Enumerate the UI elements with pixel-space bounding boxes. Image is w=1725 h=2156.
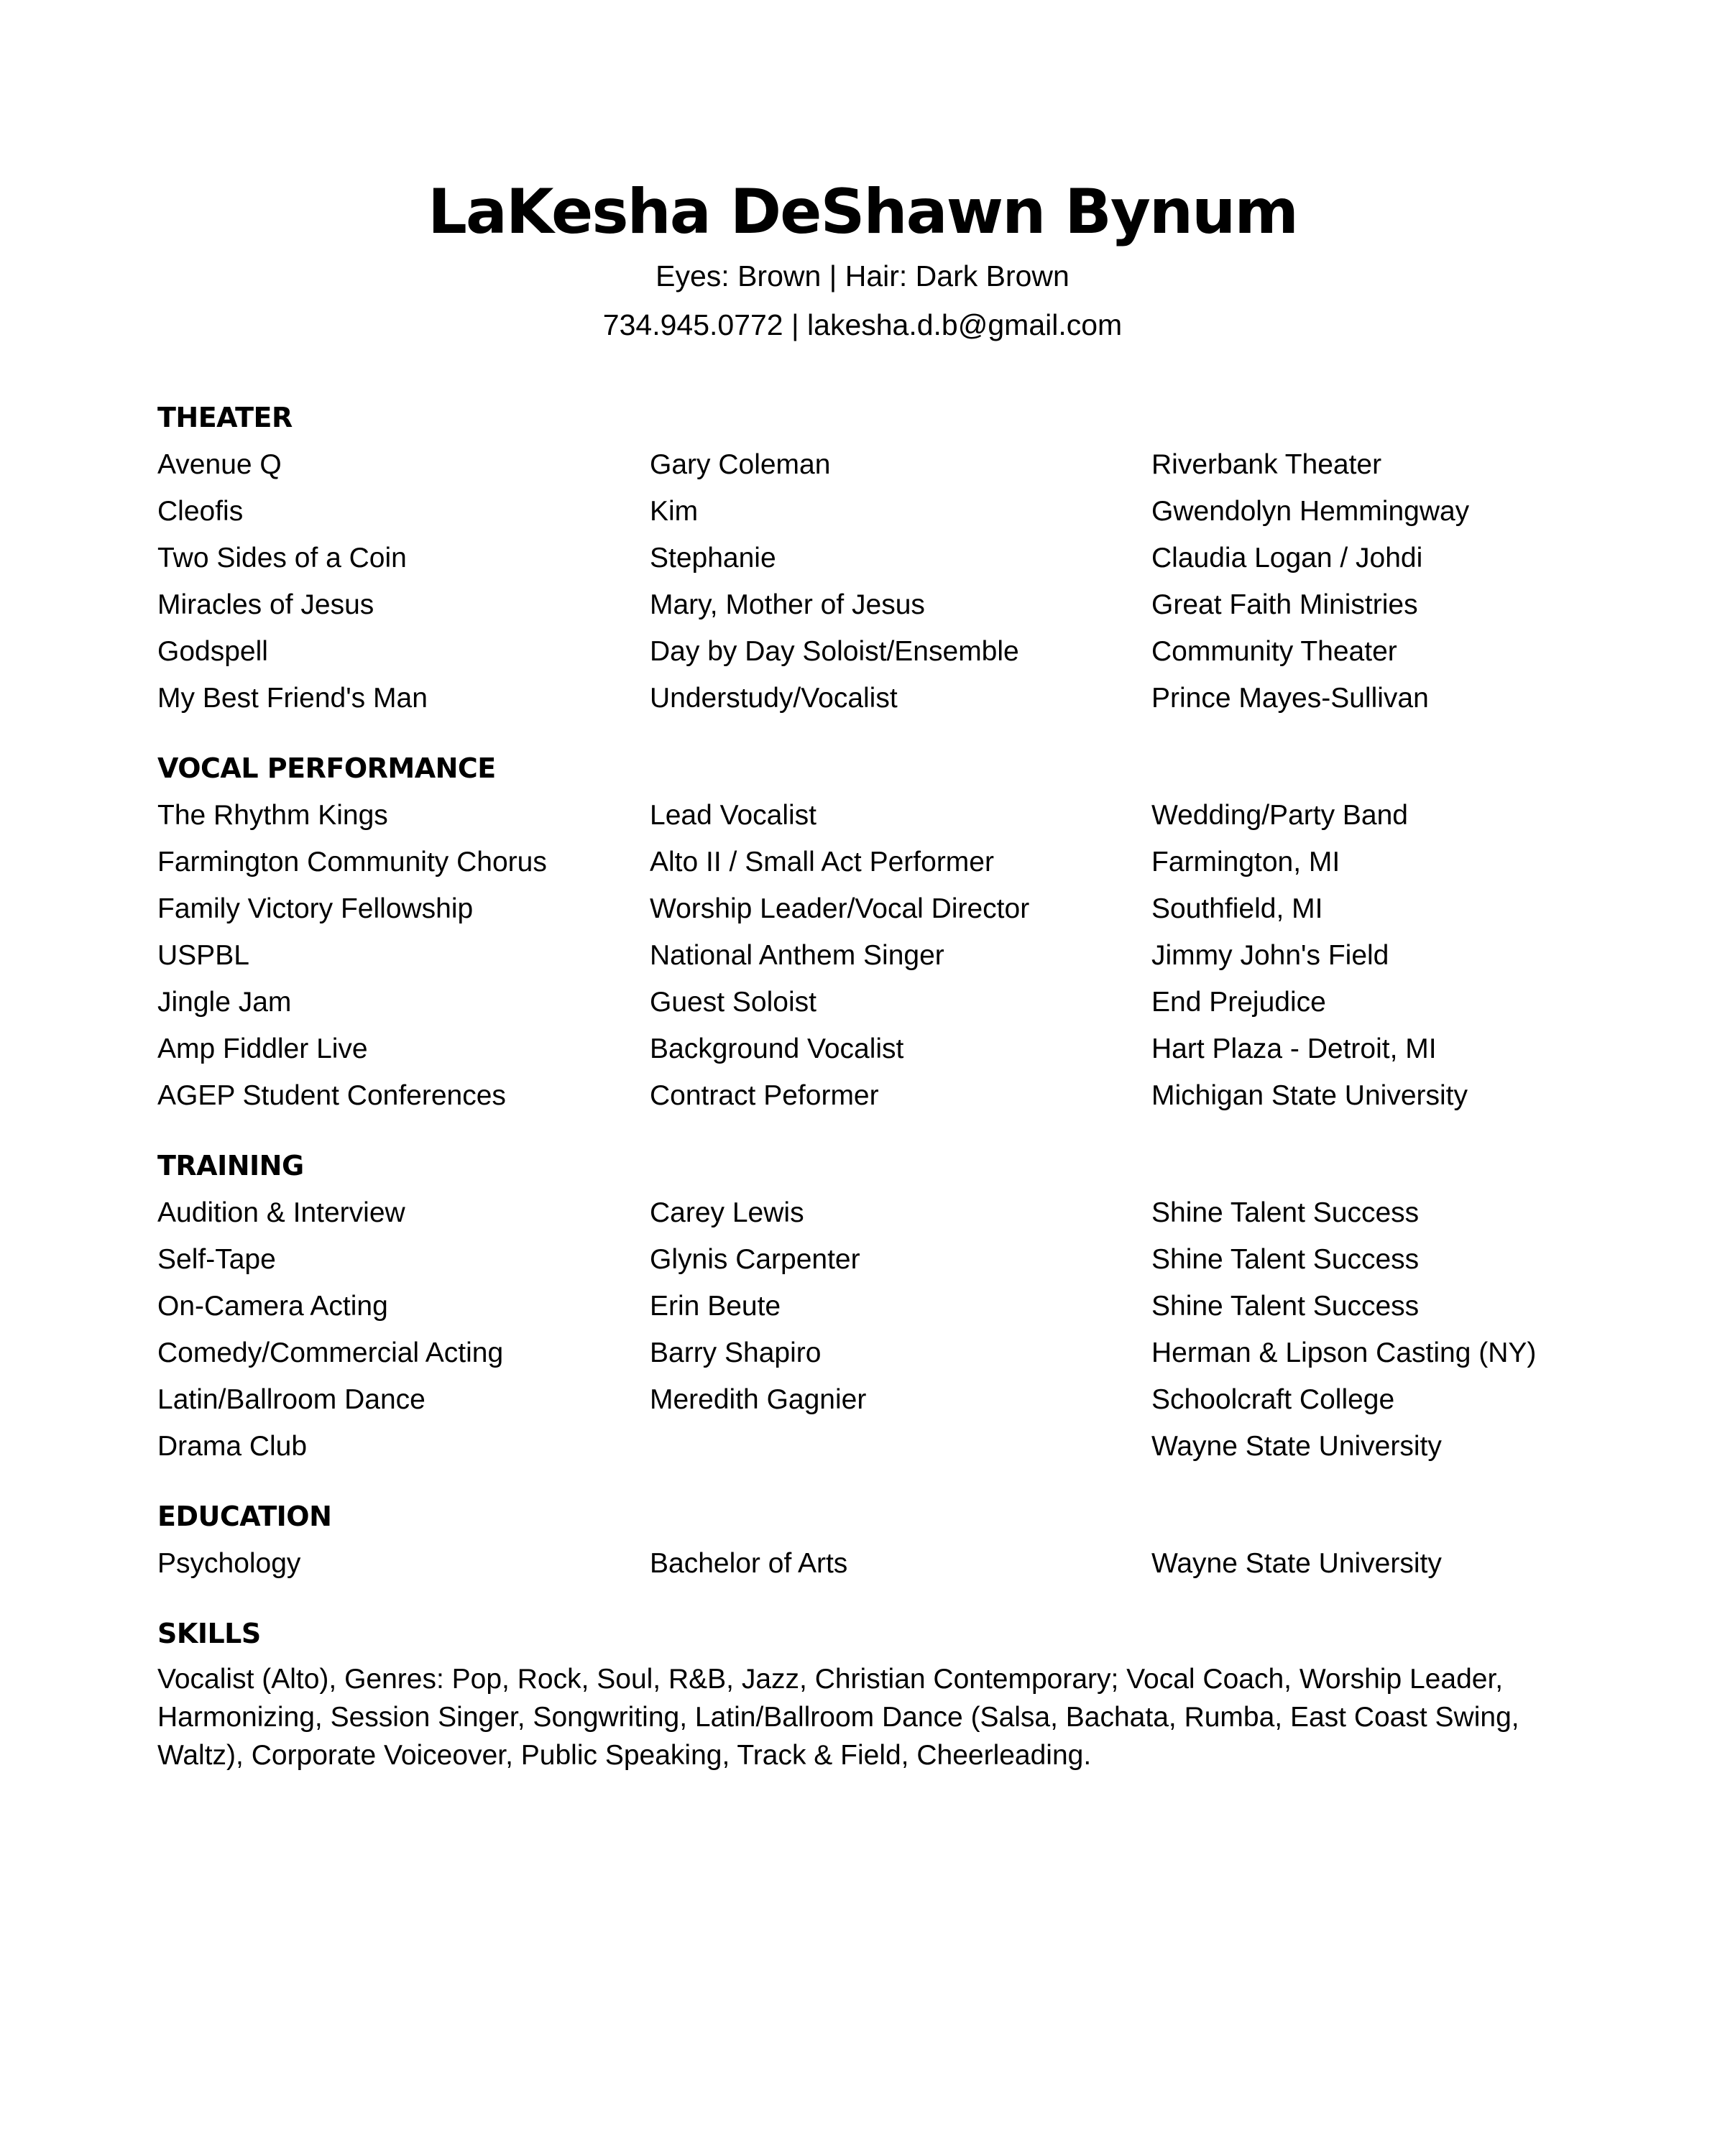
credit-role: Carey Lewis — [650, 1197, 804, 1228]
credit-venue: Riverbank Theater — [1151, 449, 1382, 480]
theater-rows — [157, 441, 1568, 722]
credit-role: Bachelor of Arts — [650, 1548, 848, 1579]
credit-role: Understudy/Vocalist — [650, 683, 898, 714]
credit-title: Latin/Ballroom Dance — [157, 1384, 426, 1415]
theater-section — [157, 394, 1568, 722]
table-row — [157, 675, 1568, 722]
credit-venue: Schoolcraft College — [1151, 1384, 1395, 1415]
credit-venue: Southfield, MI — [1151, 893, 1323, 924]
credit-venue: Shine Talent Success — [1151, 1291, 1420, 1322]
table-row — [157, 839, 1568, 885]
credit-title: Jingle Jam — [157, 987, 292, 1018]
credit-role: Alto II / Small Act Performer — [650, 847, 994, 877]
resume-header — [0, 172, 1725, 349]
credit-role: Barry Shapiro — [650, 1337, 822, 1368]
table-row — [157, 581, 1568, 628]
credit-venue: Farmington, MI — [1151, 847, 1340, 877]
table-row — [157, 932, 1568, 979]
credit-role: Gary Coleman — [650, 449, 831, 480]
table-row — [157, 1330, 1568, 1376]
credit-role: Guest Soloist — [650, 987, 816, 1018]
section-title-education: EDUCATION — [157, 1501, 332, 1532]
credit-role: Glynis Carpenter — [650, 1244, 860, 1275]
table-row — [157, 1283, 1568, 1330]
section-title-skills: SKILLS — [157, 1618, 261, 1649]
training-rows — [157, 1189, 1568, 1470]
credit-venue: Jimmy John's Field — [1151, 940, 1389, 971]
table-row — [157, 885, 1568, 932]
credit-venue: Great Faith Ministries — [1151, 589, 1418, 620]
credit-role: Meredith Gagnier — [650, 1384, 867, 1415]
credit-role: Day by Day Soloist/Ensemble — [650, 636, 1019, 667]
table-row — [157, 441, 1568, 488]
credit-venue: Wayne State University — [1151, 1548, 1442, 1579]
credit-role: Kim — [650, 496, 699, 527]
credit-venue: Gwendolyn Hemmingway — [1151, 496, 1470, 527]
section-title-theater: THEATER — [157, 402, 293, 433]
table-row — [157, 1540, 1568, 1587]
training-section — [157, 1142, 1568, 1470]
skills-section — [157, 1610, 1568, 1774]
credit-role: Worship Leader/Vocal Director — [650, 893, 1030, 924]
physical-attributes: Eyes: Brown | Hair: Dark Brown — [656, 259, 1070, 292]
table-row — [157, 1072, 1568, 1119]
credit-title: Cleofis — [157, 496, 244, 527]
credit-role: Mary, Mother of Jesus — [650, 589, 925, 620]
table-row — [157, 1189, 1568, 1236]
vocal-rows — [157, 792, 1568, 1119]
credit-title: Psychology — [157, 1548, 301, 1579]
credit-venue: Prince Mayes-Sullivan — [1151, 683, 1429, 714]
credit-venue: Wedding/Party Band — [1151, 800, 1408, 831]
credit-venue: Herman & Lipson Casting (NY) — [1151, 1337, 1537, 1368]
table-row — [157, 488, 1568, 535]
credit-title: Comedy/Commercial Acting — [157, 1337, 504, 1368]
credit-venue: End Prejudice — [1151, 987, 1326, 1018]
credit-venue: Michigan State University — [1151, 1080, 1468, 1111]
credit-title: Avenue Q — [157, 449, 282, 480]
credit-title: Two Sides of a Coin — [157, 543, 407, 573]
credit-title: Drama Club — [157, 1431, 308, 1462]
credit-title: My Best Friend's Man — [157, 683, 428, 714]
credit-title: Family Victory Fellowship — [157, 893, 474, 924]
credit-role: Stephanie — [650, 543, 776, 573]
credit-venue: Claudia Logan / Johdi — [1151, 543, 1423, 573]
credit-role: Contract Peformer — [650, 1080, 879, 1111]
table-row — [157, 535, 1568, 581]
credit-title: Self-Tape — [157, 1244, 276, 1275]
contact-info: 734.945.0772 | lakesha.d.b@gmail.com — [602, 308, 1123, 341]
credit-title: On-Camera Acting — [157, 1291, 388, 1322]
credit-role: National Anthem Singer — [650, 940, 944, 971]
credit-title: AGEP Student Conferences — [157, 1080, 506, 1111]
table-row — [157, 1236, 1568, 1283]
credit-title: Miracles of Jesus — [157, 589, 374, 620]
education-rows — [157, 1540, 1568, 1587]
credit-venue: Hart Plaza - Detroit, MI — [1151, 1033, 1437, 1064]
table-row — [157, 628, 1568, 675]
credit-venue: Shine Talent Success — [1151, 1244, 1420, 1275]
table-row — [157, 792, 1568, 839]
credit-title: Amp Fiddler Live — [157, 1033, 368, 1064]
credit-title: The Rhythm Kings — [157, 800, 388, 831]
table-row — [157, 1376, 1568, 1423]
credit-venue: Shine Talent Success — [1151, 1197, 1420, 1228]
credit-venue: Community Theater — [1151, 636, 1397, 667]
vocal-performance-section — [157, 745, 1568, 1119]
skills-text: Vocalist (Alto), Genres: Pop, Rock, Soul, R&B, Jazz, Christian Contemporary; Vocal Coach, Worship Leader, Harmonizing, Session Singer, Songwriting, Latin/Ballroom Dance (Salsa, Bachata, Rumba, East Coast Swing, Waltz), Corporate Voiceover, Public Speaking, Track & Field, Cheerleading. — [157, 1664, 1519, 1771]
credit-title: USPBL — [157, 940, 249, 971]
section-title-vocal-performance: VOCAL PERFORMANCE — [157, 752, 496, 784]
resume-content — [157, 394, 1568, 1797]
credit-role: Erin Beute — [650, 1291, 781, 1322]
credit-role: Lead Vocalist — [650, 800, 817, 831]
credit-title: Audition & Interview — [157, 1197, 405, 1228]
credit-title: Godspell — [157, 636, 268, 667]
section-title-training: TRAINING — [157, 1150, 304, 1181]
table-row — [157, 1026, 1568, 1072]
education-section — [157, 1493, 1568, 1587]
performer-name: LaKesha DeShawn Bynum — [428, 176, 1297, 248]
table-row — [157, 1423, 1568, 1470]
table-row — [157, 979, 1568, 1026]
credit-title: Farmington Community Chorus — [157, 847, 547, 877]
credit-role: Background Vocalist — [650, 1033, 904, 1064]
credit-venue: Wayne State University — [1151, 1431, 1442, 1462]
